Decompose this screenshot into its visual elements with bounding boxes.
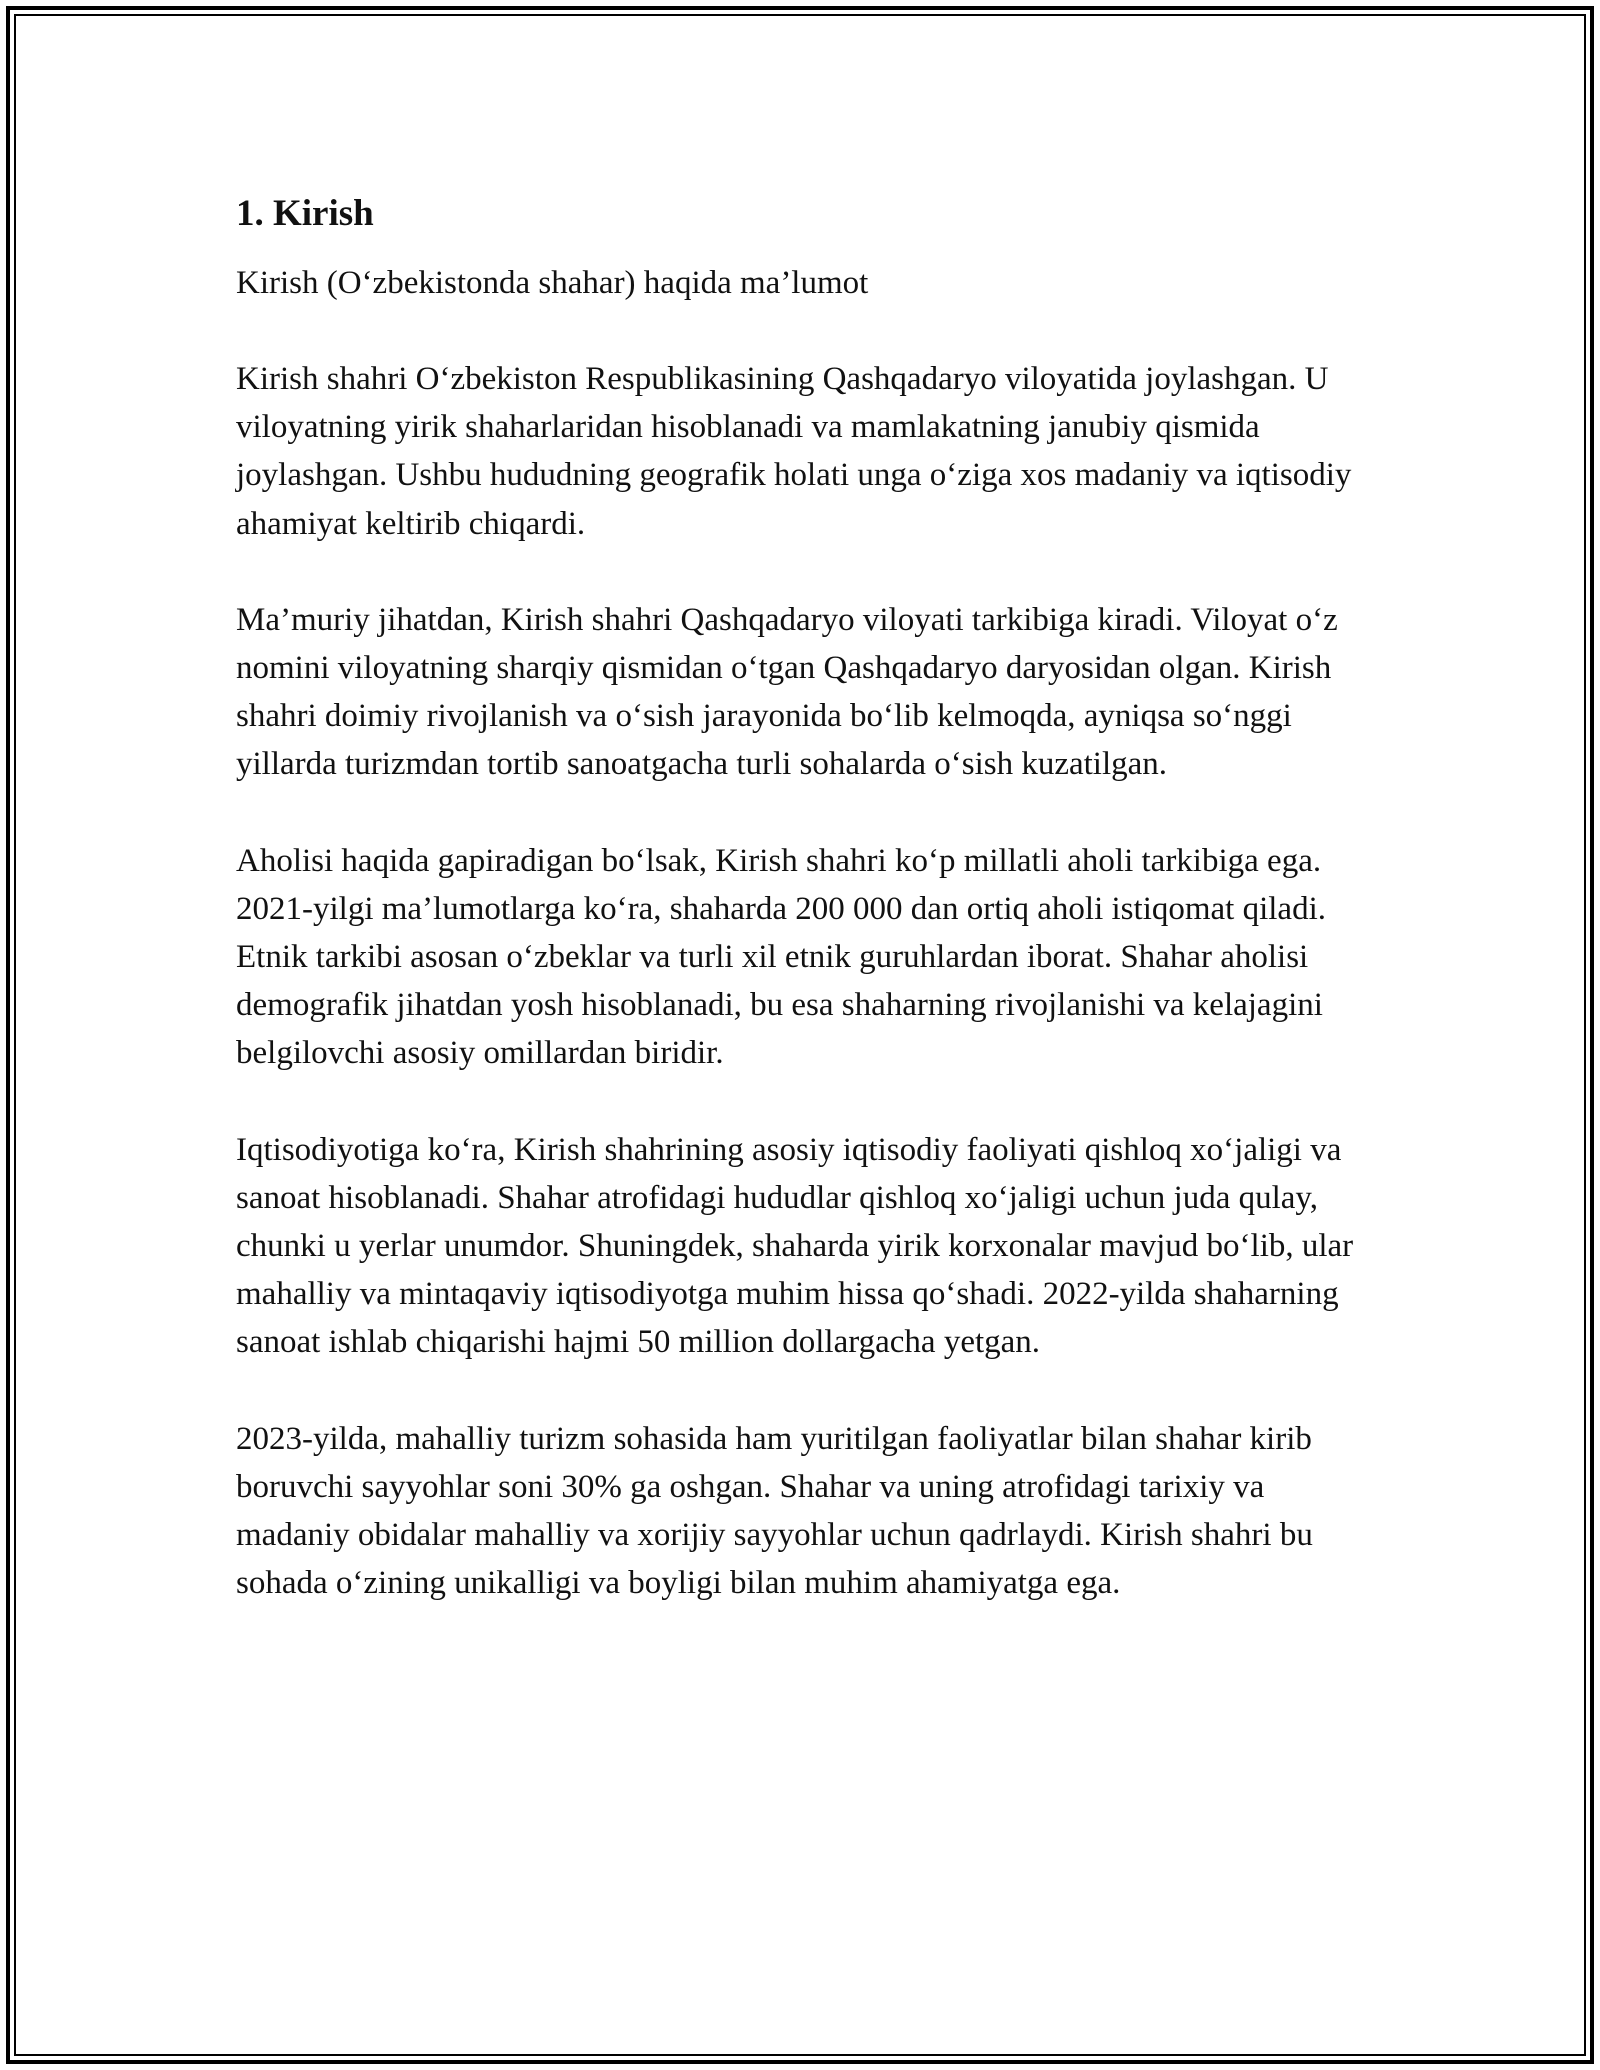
paragraph-administration: Ma’muriy jihatdan, Kirish shahri Qashqadaryo viloyati tarkibiga kiradi. Viloyat o‘z nomini viloyatning sharqiy qismidan o‘tgan Qashqadaryo daryosidan olgan. Kirish shahri doimiy rivojlanish va o‘sish jarayonida bo‘lib kelmoqda, ayniqsa so‘nggi yillarda turizmdan tortib sanoatgacha turli sohalarda o‘sish kuzatilgan.	[236, 601, 1338, 783]
paragraph-economy: Iqtisodiyotiga ko‘ra, Kirish shahrining asosiy iqtisodiy faoliyati qishloq xo‘jaligi va sanoat hisoblanadi. Shahar atrofidagi hududlar qishloq xo‘jaligi uchun juda qulay, chunki u yerlar unumdor. Shuningdek, shaharda yirik korxonalar mavjud bo‘lib, ular mahalliy va mintaqaviy iqtisodiyotga muhim hissa qo‘shadi. 2022-yilda shaharning sanoat ishlab chiqarishi hajmi 50 million dollargacha yetgan.	[236, 1131, 1354, 1361]
paragraph-population: Aholisi haqida gapiradigan bo‘lsak, Kirish shahri ko‘p millatli aholi tarkibiga ega. 2021-yilgi ma’lumotlarga ko‘ra, shaharda 200 000 dan ortiq aholi istiqomat qiladi. Etnik tarkibi asosan o‘zbeklar va turli xil etnik guruhlardan iborat. Shahar aholisi demografik jihatdan yosh hisoblanadi, bu esa shaharning rivojlanishi va kelajagini belgilovchi asosiy omillardan biridir.	[236, 842, 1326, 1072]
paragraph-location: Kirish shahri O‘zbekiston Respublikasining Qashqadaryo viloyatida joylashgan. U viloyatning yirik shaharlaridan hisoblanadi va mamlakatning janubiy qismida joylashgan. Ushbu hududning geografik holati unga o‘ziga xos madaniy va iqtisodiy ahamiyat keltirib chiqardi.	[236, 361, 1352, 542]
section-heading: 1. Kirish	[236, 193, 374, 234]
paragraph-tourism: 2023-yilda, mahalliy turizm sohasida ham yuritilgan faoliyatlar bilan shahar kirib boruvchi sayyohlar soni 30% ga oshgan. Shahar va uning atrofidagi tarixiy va madaniy obidalar mahalliy va xorijiy sayyohlar uchun qadrlaydi. Kirish shahri bu sohada o‘zining unikalligi va boyligi bilan muhim ahamiyatga ega.	[236, 1420, 1313, 1602]
document-body	[236, 188, 1366, 1607]
section-subtitle: Kirish (O‘zbekistonda shahar) haqida ma’lumot	[236, 265, 869, 301]
